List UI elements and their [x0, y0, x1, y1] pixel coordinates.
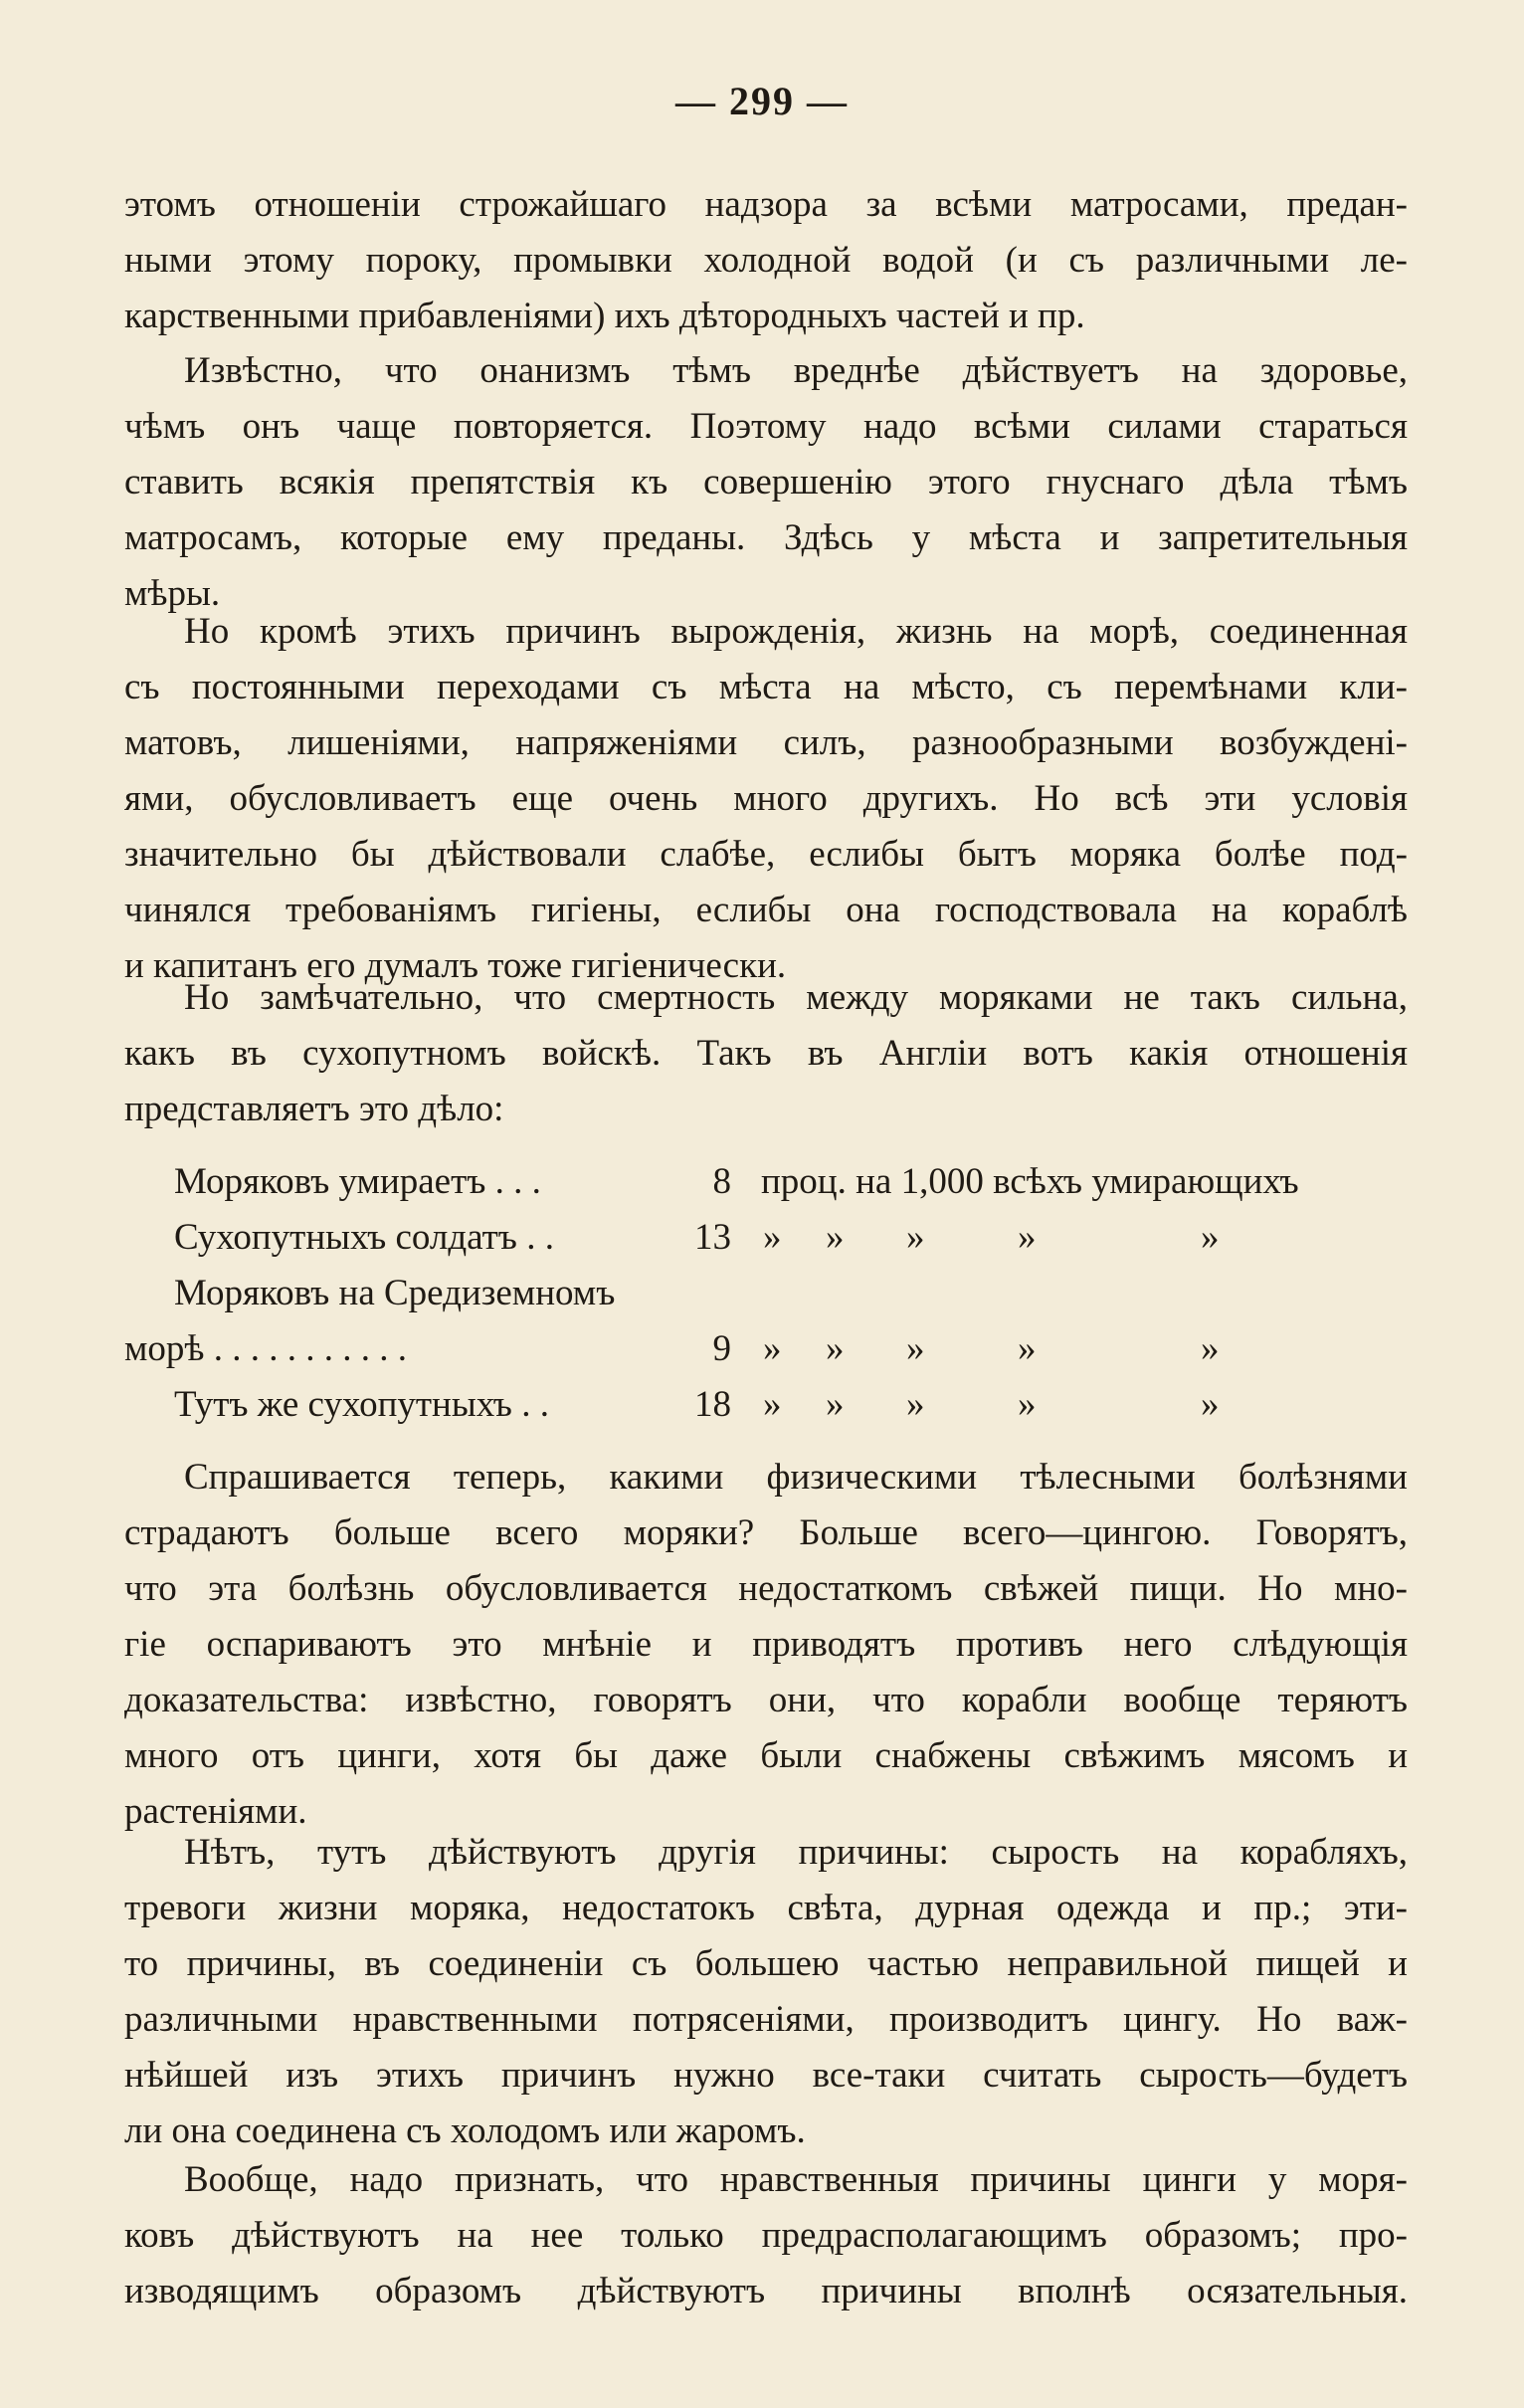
text-line: изводящимъ образомъ дѣйствуютъ причины вполнѣ осязательныя. [124, 2271, 1408, 2311]
text-line: этомъ отношеніи строжайшаго надзора за всѣми матросами, предан- [124, 184, 1408, 225]
ditto-mark: » [763, 1217, 782, 1258]
text-line: чѣмъ онъ чаще повторяется. Поэтому надо всѣми силами стараться [124, 406, 1408, 447]
ditto-mark: » [1018, 1217, 1037, 1258]
text-line: ставить всякія препятствія къ совершенію этого гнуснаго дѣла тѣмъ [124, 462, 1408, 502]
text-line: много отъ цинги, хотя бы даже были снабжены свѣжимъ мясомъ и [124, 1735, 1408, 1776]
text-line: что эта болѣзнь обусловливается недостаткомъ свѣжей пищи. Но мно- [124, 1568, 1408, 1609]
ditto-mark: » [826, 1217, 845, 1258]
text-line: чинялся требованіямъ гигіены, еслибы она господствовала на кораблѣ [124, 890, 1408, 930]
paragraph-4 [124, 970, 1408, 1137]
row-value: 13 [694, 1217, 731, 1258]
paragraph-2 [124, 343, 1408, 622]
ditto-mark: » [906, 1217, 925, 1258]
ditto-mark: » [826, 1384, 845, 1425]
text-line: гіе оспариваютъ это мнѣніе и приводятъ противъ него слѣдующія [124, 1624, 1408, 1665]
ditto-mark: » [1201, 1384, 1220, 1425]
text-line: Спрашивается теперь, какими физическими тѣлесными болѣзнями [184, 1457, 1408, 1498]
text-line: и капитанъ его думалъ тоже гигіенически. [124, 945, 787, 986]
mortality-table [124, 1154, 1408, 1433]
text-line: ковъ дѣйствуютъ на нее только предрасполагающимъ образомъ; про- [124, 2215, 1408, 2256]
text-line: матросамъ, которые ему преданы. Здѣсь у мѣста и запретительныя [124, 517, 1408, 558]
ditto-mark: » [1018, 1384, 1037, 1425]
text-line: представляетъ это дѣло: [124, 1089, 504, 1129]
row-label: Моряковъ на Средиземномъ [174, 1273, 616, 1313]
text-line: нѣйшей изъ этихъ причинъ нужно все-таки считать сырость—будетъ [124, 2055, 1408, 2096]
paragraph-3 [124, 604, 1408, 994]
row-unit: проц. на 1,000 всѣхъ умирающихъ [761, 1161, 1299, 1202]
page-number: — 299 — [675, 79, 849, 123]
paragraph-6 [124, 1825, 1408, 2159]
ditto-mark: » [906, 1328, 925, 1369]
ditto-mark: » [906, 1384, 925, 1425]
text-line: то причины, въ соединеніи съ большею частью неправильной пищей и [124, 1943, 1408, 1984]
ditto-mark: » [826, 1328, 845, 1369]
row-value: 9 [712, 1328, 731, 1369]
text-line: ями, обусловливаетъ еще очень много другихъ. Но всѣ эти условія [124, 778, 1408, 819]
text-line: Нѣтъ, тутъ дѣйствуютъ другія причины: сырость на корабляхъ, [184, 1832, 1408, 1873]
text-line: Но замѣчательно, что смертность между моряками не такъ сильна, [184, 977, 1408, 1018]
table-row [124, 1210, 1408, 1266]
text-line: матовъ, лишеніями, напряженіями силъ, разнообразными возбужденi- [124, 722, 1408, 763]
text-line: какъ въ сухопутномъ войскѣ. Такъ въ Англіи вотъ какія отношенія [124, 1033, 1408, 1074]
text-line: растеніями. [124, 1791, 307, 1832]
text-line: тревоги жизни моряка, недостатокъ свѣта, дурная одежда и пр.; эти- [124, 1888, 1408, 1928]
ditto-mark: » [1018, 1328, 1037, 1369]
table-row [124, 1154, 1408, 1210]
text-line: страдаютъ больше всего моряки? Больше всего—цингою. Говорятъ, [124, 1512, 1408, 1553]
text-line: мѣры. [124, 573, 221, 614]
text-line: значительно бы дѣйствовали слабѣе, еслибы бытъ моряка болѣе под- [124, 834, 1408, 875]
ditto-mark: » [763, 1384, 782, 1425]
table-row [124, 1266, 1408, 1321]
paragraph-1 [124, 177, 1408, 344]
text-line: съ постоянными переходами съ мѣста на мѣсто, съ перемѣнами кли- [124, 667, 1408, 707]
row-label: Моряковъ умираетъ . . . [174, 1161, 541, 1202]
text-line: Но кромѣ этихъ причинъ вырожденія, жизнь на морѣ, соединенная [184, 611, 1408, 652]
row-value: 18 [694, 1384, 731, 1425]
text-line: доказательства: извѣстно, говорятъ они, что корабли вообще теряютъ [124, 1680, 1408, 1720]
row-label: Сухопутныхъ солдатъ . . [174, 1217, 554, 1258]
text-line: Вообще, надо признать, что нравственныя причины цинги у моря- [184, 2159, 1408, 2200]
text-line: ли она соединена съ холодомъ или жаромъ. [124, 2110, 806, 2151]
text-line: Извѣстно, что онанизмъ тѣмъ вреднѣе дѣйствуетъ на здоровье, [184, 350, 1408, 391]
text-line: ными этому пороку, промывки холодной водой (и съ различными ле- [124, 240, 1408, 281]
paragraph-7 [124, 2152, 1408, 2319]
row-label: морѣ . . . . . . . . . . . [124, 1328, 408, 1369]
table-row [124, 1377, 1408, 1433]
table-row [124, 1321, 1408, 1377]
ditto-mark: » [763, 1328, 782, 1369]
text-line: различными нравственными потрясеніями, производитъ цингу. Но важ- [124, 1999, 1408, 2040]
paragraph-5 [124, 1450, 1408, 1840]
text-line: карственными прибавленіями) ихъ дѣтородныхъ частей и пр. [124, 296, 1085, 336]
row-label: Тутъ же сухопутныхъ . . [174, 1384, 549, 1425]
ditto-mark: » [1201, 1328, 1220, 1369]
ditto-mark: » [1201, 1217, 1220, 1258]
row-value: 8 [712, 1161, 731, 1202]
